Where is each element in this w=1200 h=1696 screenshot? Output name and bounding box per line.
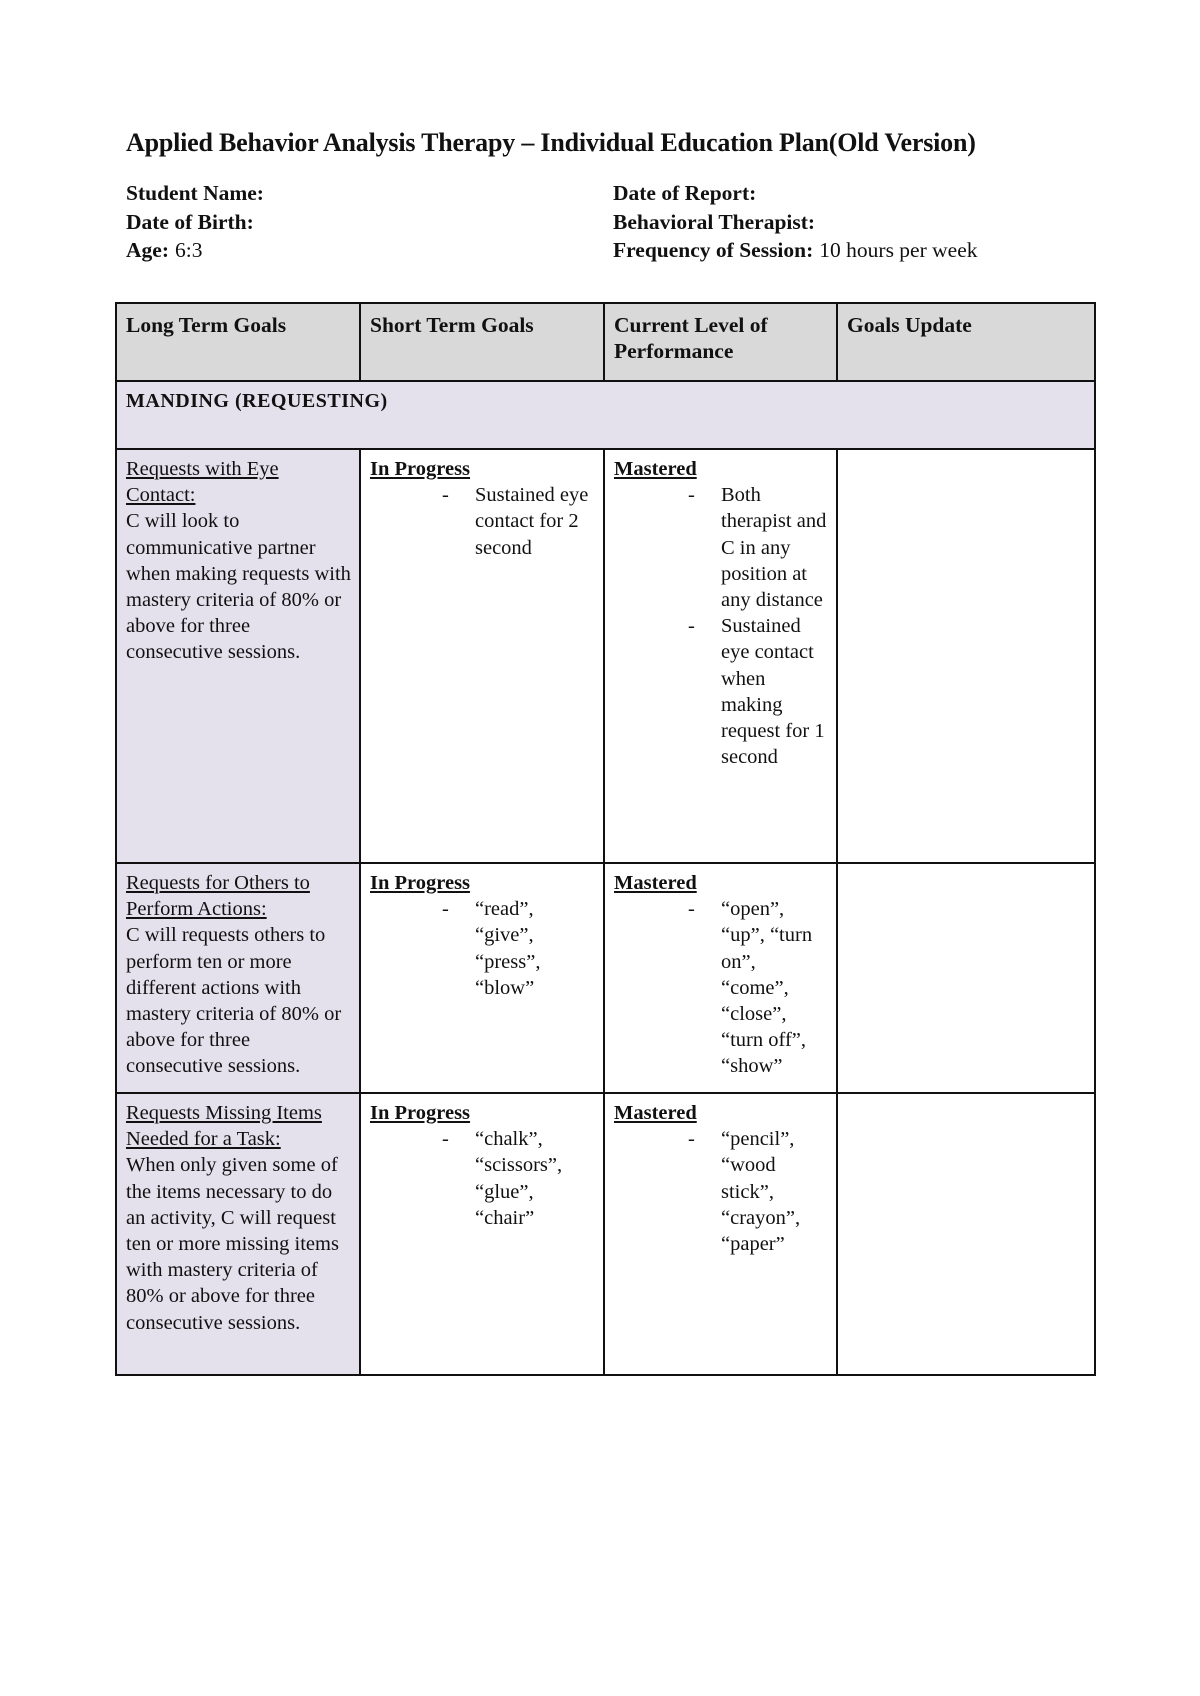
student-name-label: Student Name: — [126, 181, 264, 205]
short-term-list — [370, 1126, 595, 1231]
list-item: - “pencil”, “wood stick”, “crayon”, “paper” — [614, 1126, 828, 1257]
section-title: MANDING (REQUESTING) — [116, 381, 1095, 449]
status-mastered: Mastered — [614, 872, 697, 894]
status-in-progress: In Progress — [370, 1102, 471, 1124]
current-level-list — [614, 1126, 828, 1257]
goal-text: When only given some of the items necessary to do an activity, C will request ten or more missing items with mastery criteria of 80% or above for three consecutive sessions. — [126, 1154, 339, 1334]
header-long-term-goals: Long Term Goals — [116, 303, 360, 381]
table-header-row — [116, 303, 1095, 381]
document-title: Applied Behavior Analysis Therapy – Individual Education Plan(Old Version) — [126, 128, 976, 157]
list-item: - Both therapist and C in any position at any distance — [614, 482, 828, 613]
student-info-left — [126, 179, 264, 265]
goals-update-cell — [837, 1093, 1095, 1375]
short-term-list — [370, 896, 595, 1001]
date-of-report-line — [613, 179, 978, 208]
goal-title: Requests with Eye Contact: — [126, 458, 279, 507]
long-term-goal-cell — [116, 1093, 360, 1375]
age-value: 6:3 — [174, 238, 203, 262]
list-item: - “read”, “give”, “press”, “blow” — [370, 896, 595, 1001]
header-goals-update: Goals Update — [837, 303, 1095, 381]
behavioral-therapist-label: Behavioral Therapist: — [613, 209, 816, 234]
date-of-report-label: Date of Report: — [613, 181, 757, 205]
current-level-cell — [604, 863, 837, 1093]
short-term-goal-cell — [360, 1093, 604, 1375]
short-term-list — [370, 482, 595, 561]
student-name-line — [126, 179, 264, 208]
goal-text: C will look to communicative partner when making requests with mastery criteria of 80% or above for three consecutive sessions. — [126, 510, 351, 664]
table-row — [116, 1093, 1095, 1375]
section-row — [116, 381, 1095, 449]
list-item: - “open”, “up”, “turn on”, “come”, “close”, “turn off”, “show” — [614, 896, 828, 1079]
iep-goals-table — [115, 302, 1096, 1376]
status-mastered: Mastered — [614, 1102, 697, 1124]
goals-update-cell — [837, 863, 1095, 1093]
table-row — [116, 449, 1095, 863]
current-level-cell — [604, 449, 837, 863]
current-level-list — [614, 482, 828, 770]
table-row — [116, 863, 1095, 1093]
short-term-goal-cell — [360, 449, 604, 863]
status-mastered: Mastered — [614, 458, 697, 480]
goal-title: Requests for Others to Perform Actions: — [126, 872, 310, 921]
list-item: - Sustained eye contact when making request for 1 second — [614, 613, 828, 770]
age-line — [126, 236, 264, 265]
short-term-goal-cell — [360, 863, 604, 1093]
long-term-goal-cell — [116, 449, 360, 863]
current-level-cell — [604, 1093, 837, 1375]
frequency-line — [613, 236, 978, 265]
current-level-list — [614, 896, 828, 1079]
status-in-progress: In Progress — [370, 872, 471, 894]
date-of-birth-line — [126, 208, 264, 237]
status-in-progress: In Progress — [370, 458, 471, 480]
age-label: Age: — [126, 238, 169, 262]
list-item: - “chalk”, “scissors”, “glue”, “chair” — [370, 1126, 595, 1231]
behavioral-therapist-line — [613, 208, 978, 237]
long-term-goal-cell — [116, 863, 360, 1093]
header-short-term-goals: Short Term Goals — [360, 303, 604, 381]
list-item: - Sustained eye contact for 2 second — [370, 482, 595, 561]
goal-text: C will requests others to perform ten or more different actions with mastery criteria of 80% or above for three consecutive sessions. — [126, 924, 342, 1078]
header-current-level: Current Level of Performance — [604, 303, 837, 381]
frequency-label: Frequency of Session: — [613, 238, 814, 262]
frequency-value: 10 hours per week — [819, 238, 978, 262]
goals-update-cell — [837, 449, 1095, 863]
date-of-birth-label: Date of Birth: — [126, 209, 254, 234]
student-info-right — [613, 179, 978, 265]
goal-title: Requests Missing Items Needed for a Task: — [126, 1102, 322, 1151]
